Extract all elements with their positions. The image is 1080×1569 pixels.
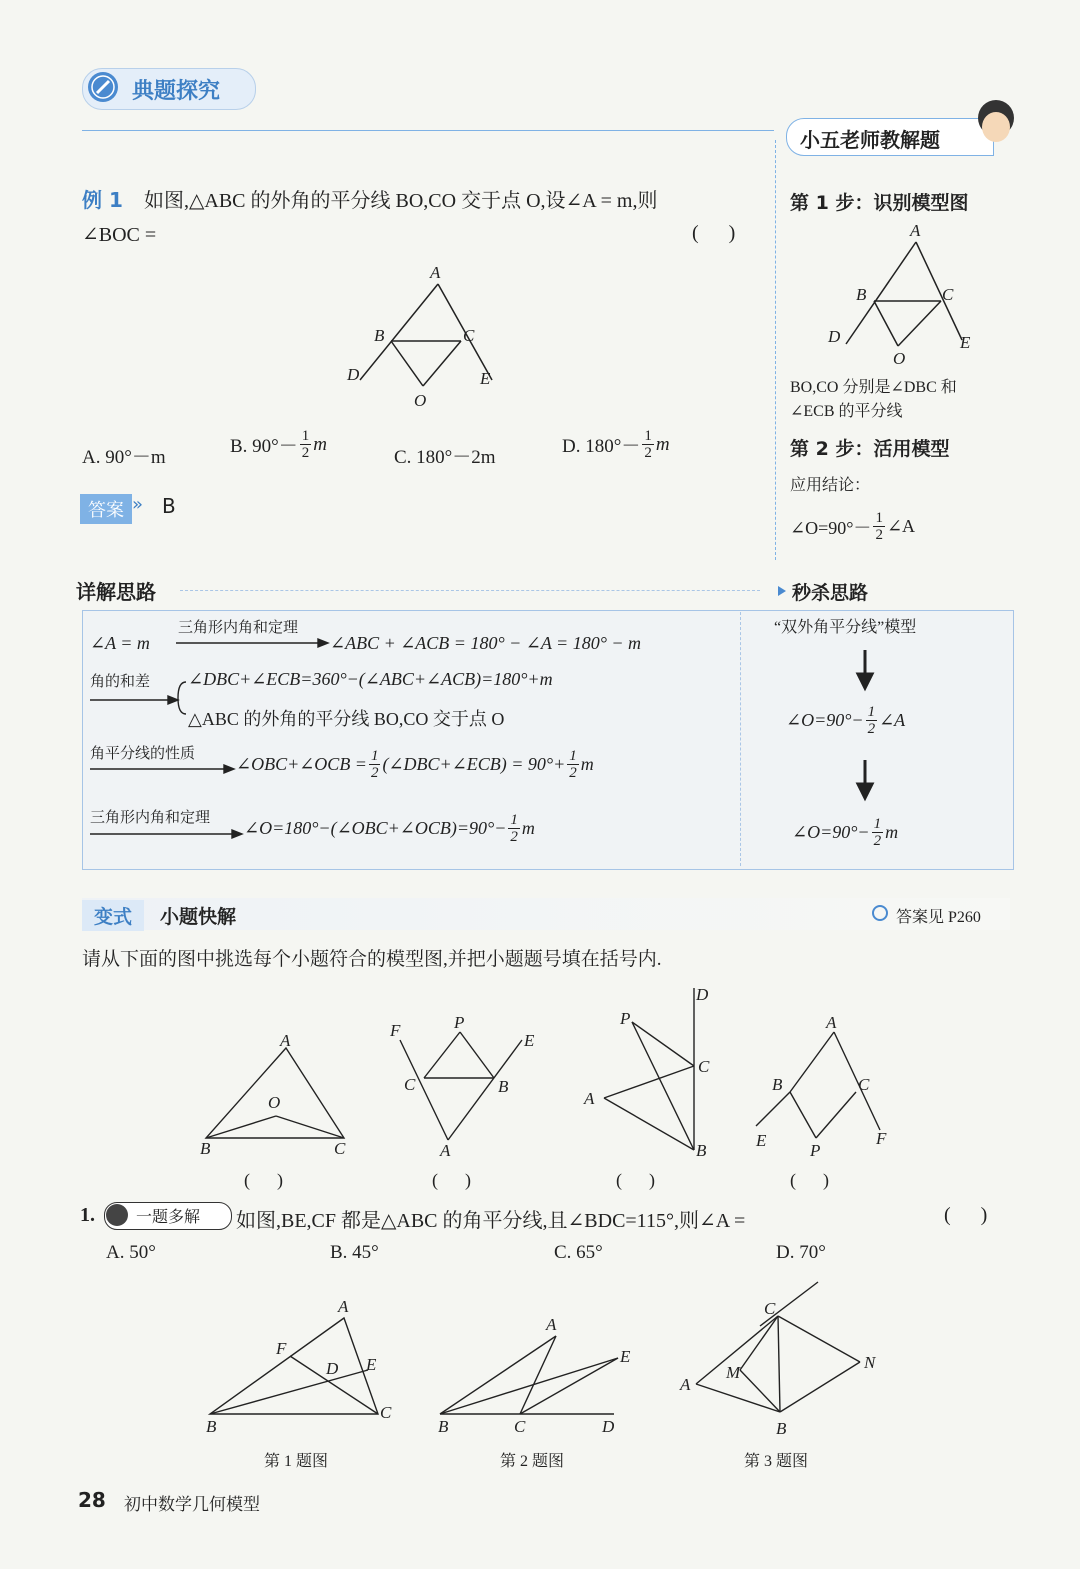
example-question-line1: 如图,△ABC 的外角的平分线 BO,CO 交于点 O,设∠A = m,则 <box>144 190 658 212</box>
q1-option-d: D. 70° <box>776 1242 826 1263</box>
m4-f: F <box>876 1129 887 1148</box>
model-label-b: B <box>856 285 867 304</box>
model-label-a: A <box>910 221 921 240</box>
apply-label: 应用结论： <box>790 477 871 494</box>
model-paren-2: ( ) <box>432 1170 471 1190</box>
detail-r1-left: ∠A = m <box>90 633 150 653</box>
m2-a: A <box>440 1141 451 1160</box>
detail-r3-label: 角平分线的性质 <box>90 746 196 762</box>
quick-formula-2: ∠O=90°− $\frac{1}{2}$ m <box>792 816 899 849</box>
m2-p: P <box>454 1013 465 1032</box>
m3-c: C <box>698 1057 710 1076</box>
example-answer-paren: ( ) <box>692 222 736 244</box>
caption-1: 第 1 题图 <box>264 1453 329 1470</box>
q-f3-c: C <box>764 1299 776 1318</box>
fig-label-d: D <box>347 365 360 384</box>
answer-badge: 答案 <box>80 494 132 524</box>
step2-title: 第 2 步：活用模型 <box>790 438 950 460</box>
detail-r3-eq: ∠OBC+∠OCB = $\frac{1}{2}$ (∠DBC+∠ECB) = 90°+ $\frac{1}{2}$ m <box>236 748 594 781</box>
example-label: 例 1 <box>82 188 123 212</box>
example-question-line2: ∠BOC = <box>82 224 157 246</box>
m1-c: C <box>334 1139 346 1158</box>
fig-label-c: C <box>463 326 475 345</box>
detail-r2-line1: ∠DBC+∠ECB=360°−(∠ABC+∠ACB)=180°+m <box>188 669 553 689</box>
q-f2-e: E <box>620 1347 631 1366</box>
detail-r4-eq: ∠O=180°−(∠OBC+∠OCB)=90°− $\frac{1}{2}$ m <box>244 812 535 845</box>
teacher-title: 小五老师教解题 <box>800 128 940 152</box>
book-title: 初中数学几何模型 <box>124 1495 260 1515</box>
detail-r1-right: ∠ABC + ∠ACB = 180° − ∠A = 180° − m <box>330 633 642 653</box>
fig-label-a: A <box>430 263 441 282</box>
q-f3-b: B <box>776 1419 787 1438</box>
m2-e: E <box>524 1031 535 1050</box>
fig-label-o: O <box>414 391 427 410</box>
q1-paren: ( ) <box>944 1204 988 1226</box>
m2-f: F <box>390 1021 401 1040</box>
q-f3-a: A <box>680 1375 691 1394</box>
model-paren-1: ( ) <box>244 1170 283 1190</box>
m4-a: A <box>826 1013 837 1032</box>
m3-d: D <box>696 985 709 1004</box>
detail-r2-label: 角的和差 <box>90 674 151 690</box>
side-formula: ∠O=90°－ $\frac{1}{2}$ ∠A <box>790 510 916 543</box>
section-title: 典题探究 <box>132 79 221 104</box>
m4-c: C <box>858 1075 870 1094</box>
variant-title: 小题快解 <box>160 906 237 928</box>
q-f1-c: C <box>380 1403 392 1422</box>
q-f2-d: D <box>602 1417 615 1436</box>
page-number: 28 <box>78 1488 106 1512</box>
model-paren-3: ( ) <box>616 1170 655 1190</box>
model-label-o: O <box>893 349 906 368</box>
variant-instruction: 请从下面的图中挑选每个小题符合的模型图,并把小题题号填在括号内. <box>82 949 662 970</box>
m1-a: A <box>280 1031 291 1050</box>
quick-title: 秒杀思路 <box>792 582 869 604</box>
quick-formula-1: ∠O=90°− $\frac{1}{2}$ ∠A <box>786 704 906 737</box>
caption-2: 第 2 题图 <box>500 1453 565 1470</box>
detail-r2-line2: △ABC 的外角的平分线 BO,CO 交于点 O <box>188 709 505 729</box>
q1-number: 1. <box>80 1204 95 1226</box>
q-f3-m: M <box>726 1363 741 1382</box>
q-f1-a: A <box>338 1297 349 1316</box>
q1-tag-label: 一题多解 <box>136 1209 201 1226</box>
option-c: C. 180°－2m <box>394 447 496 468</box>
m4-e: E <box>756 1131 767 1150</box>
m3-b: B <box>696 1141 707 1160</box>
m2-b: B <box>498 1077 509 1096</box>
m2-c: C <box>404 1075 416 1094</box>
option-d: D. 180°－ $\frac{1}{2}$ m <box>562 428 670 461</box>
q-f1-f: F <box>276 1339 287 1358</box>
caption-3: 第 3 题图 <box>744 1453 809 1470</box>
model-label-e: E <box>960 333 971 352</box>
q1-text: 如图,BE,CF 都是△ABC 的角平分线,且∠BDC=115°,则∠A = <box>236 1210 746 1232</box>
q-f2-a: A <box>546 1315 557 1334</box>
quick-model: “双外角平分线”模型 <box>774 619 917 636</box>
answer-value: B <box>162 494 176 518</box>
m3-a: A <box>584 1089 595 1108</box>
model-label-c: C <box>942 285 954 304</box>
q-f1-b: B <box>206 1417 217 1436</box>
m1-o: O <box>268 1093 281 1112</box>
m3-p: P <box>620 1009 631 1028</box>
variant-answer-ref: 答案见 P260 <box>896 909 981 926</box>
detail-r1-label: 三角形内角和定理 <box>178 620 299 636</box>
m1-b: B <box>200 1139 211 1158</box>
m4-p: P <box>810 1141 821 1160</box>
model-paren-4: ( ) <box>790 1170 829 1190</box>
option-b: B. 90°－ $\frac{1}{2}$ m <box>230 428 328 461</box>
variant-badge: 变式 <box>82 900 144 931</box>
step1-note-line2: ∠ECB 的平分线 <box>790 403 903 420</box>
q1-option-a: A. 50° <box>106 1242 156 1263</box>
q-f2-c: C <box>514 1417 526 1436</box>
step1-note-line1: BO,CO 分别是∠DBC 和 <box>790 379 957 396</box>
q1-option-b: B. 45° <box>330 1242 379 1263</box>
q-f1-d: D <box>326 1359 339 1378</box>
q1-option-c: C. 65° <box>554 1242 603 1263</box>
q-f3-n: N <box>864 1353 876 1372</box>
fig-label-e: E <box>480 369 491 388</box>
q-f2-b: B <box>438 1417 449 1436</box>
model-label-d: D <box>828 327 841 346</box>
detail-r4-label: 三角形内角和定理 <box>90 810 211 826</box>
option-a: A. 90°－m <box>82 447 166 468</box>
detail-title: 详解思路 <box>76 580 156 604</box>
fig-label-b: B <box>374 326 385 345</box>
m4-b: B <box>772 1075 783 1094</box>
answer-chevron-icon: » <box>132 494 144 515</box>
step1-title: 第 1 步：识别模型图 <box>790 192 969 214</box>
q-f1-e: E <box>366 1355 377 1374</box>
